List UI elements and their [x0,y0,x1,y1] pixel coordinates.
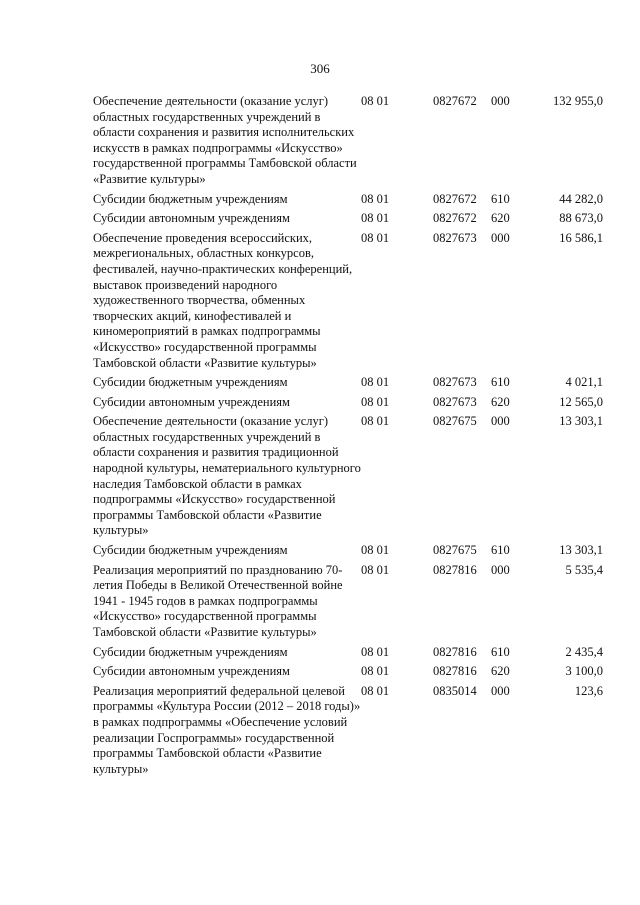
table-row [93,231,603,375]
row-name: Реализация мероприятий федеральной целевой программы «Культура России (2012 – 2018 годы)» в рамках подпрограммы «Обеспечение условий реализации Госпрограммы» государственной программы Тамбовской области «Развитие культуры» [93,683,361,776]
table-row [93,664,603,684]
row-sum: 2 435,4 [565,644,603,659]
row-section: 08 01 [361,414,390,429]
row-name: Субсидии автономным учреждениям [93,664,290,679]
table-row [93,563,603,645]
row-code: 0827672 [433,211,477,226]
row-code: 0827673 [433,375,477,390]
row-name: Реализация мероприятий по празднованию 70-летия Победы в Великой Отечественной войне 1941 - 1945 годов в рамках подпрограммы «Искусство» государственной программы Тамбовской области «Развитие культуры» [93,562,343,639]
row-code: 0827673 [433,230,477,245]
row-name: Субсидии бюджетным учреждениям [93,644,288,659]
row-sum: 12 565,0 [559,394,603,409]
row-code: 0827816 [433,664,477,679]
row-name: Субсидии бюджетным учреждениям [93,191,288,206]
row-code: 0827672 [433,191,477,206]
row-name: Субсидии автономным учреждениям [93,394,290,409]
row-section: 08 01 [361,562,390,577]
row-section: 08 01 [361,644,390,659]
row-section: 08 01 [361,394,390,409]
budget-table [93,94,603,781]
row-sum: 4 021,1 [565,375,603,390]
row-type: 000 [491,414,510,429]
table-row [93,395,603,415]
row-name: Субсидии бюджетным учреждениям [93,543,288,558]
row-type: 610 [491,375,510,390]
row-name: Субсидии бюджетным учреждениям [93,375,288,390]
row-type: 000 [491,94,510,108]
row-sum: 16 586,1 [559,230,603,245]
table-row [93,375,603,395]
row-type: 000 [491,683,510,698]
row-type: 620 [491,664,510,679]
row-sum: 13 303,1 [559,414,603,429]
row-type: 620 [491,394,510,409]
row-section: 08 01 [361,683,390,698]
row-sum: 13 303,1 [559,543,603,558]
row-code: 0827672 [433,94,477,108]
row-code: 0827675 [433,414,477,429]
row-name: Субсидии автономным учреждениям [93,211,290,226]
row-section: 08 01 [361,664,390,679]
table-row [93,684,603,782]
table-row [93,94,603,192]
row-type: 610 [491,191,510,206]
row-sum: 123,6 [574,683,603,698]
page-number: 306 [310,61,330,76]
row-code: 0827816 [433,562,477,577]
row-section: 08 01 [361,94,390,108]
row-code: 0835014 [433,683,477,698]
row-name: Обеспечение деятельности (оказание услуг) областных государственных учреждений в области сохранения и развития традиционной народной культуры, нематериального культурного наследия Тамбовской области в рамках подпрограммы «Искусство» государственной программы Тамбовской области «Развитие культуры» [93,414,361,538]
row-sum: 3 100,0 [565,664,603,679]
row-sum: 88 673,0 [559,211,603,226]
row-type: 000 [491,230,510,245]
row-type: 000 [491,562,510,577]
row-name: Обеспечение деятельности (оказание услуг) областных государственных учреждений в области сохранения и развития исполнительских искусств в рамках подпрограммы «Искусство» государственной программы Тамбовской области «Развитие культуры» [93,94,357,186]
row-sum: 44 282,0 [559,191,603,206]
row-section: 08 01 [361,230,390,245]
row-code: 0827673 [433,394,477,409]
row-sum: 5 535,4 [565,562,603,577]
row-type: 610 [491,543,510,558]
row-sum: 132 955,0 [553,94,603,108]
row-section: 08 01 [361,375,390,390]
row-code: 0827816 [433,644,477,659]
table-row [93,414,603,543]
table-row [93,645,603,665]
table-row [93,192,603,212]
row-type: 620 [491,211,510,226]
row-type: 610 [491,644,510,659]
row-section: 08 01 [361,211,390,226]
row-name: Обеспечение проведения всероссийских, межрегиональных, областных конкурсов, фестивалей, научно-практических конференций, выставок произведений народного художественного творчества, обменных творческих акций, кинофестивалей и киномероприятий в рамках подпрограммы «Искусство» государственной программы Тамбовской области «Развитие культуры» [93,230,353,370]
row-section: 08 01 [361,191,390,206]
row-section: 08 01 [361,543,390,558]
row-code: 0827675 [433,543,477,558]
table-row [93,211,603,231]
table-row [93,543,603,563]
